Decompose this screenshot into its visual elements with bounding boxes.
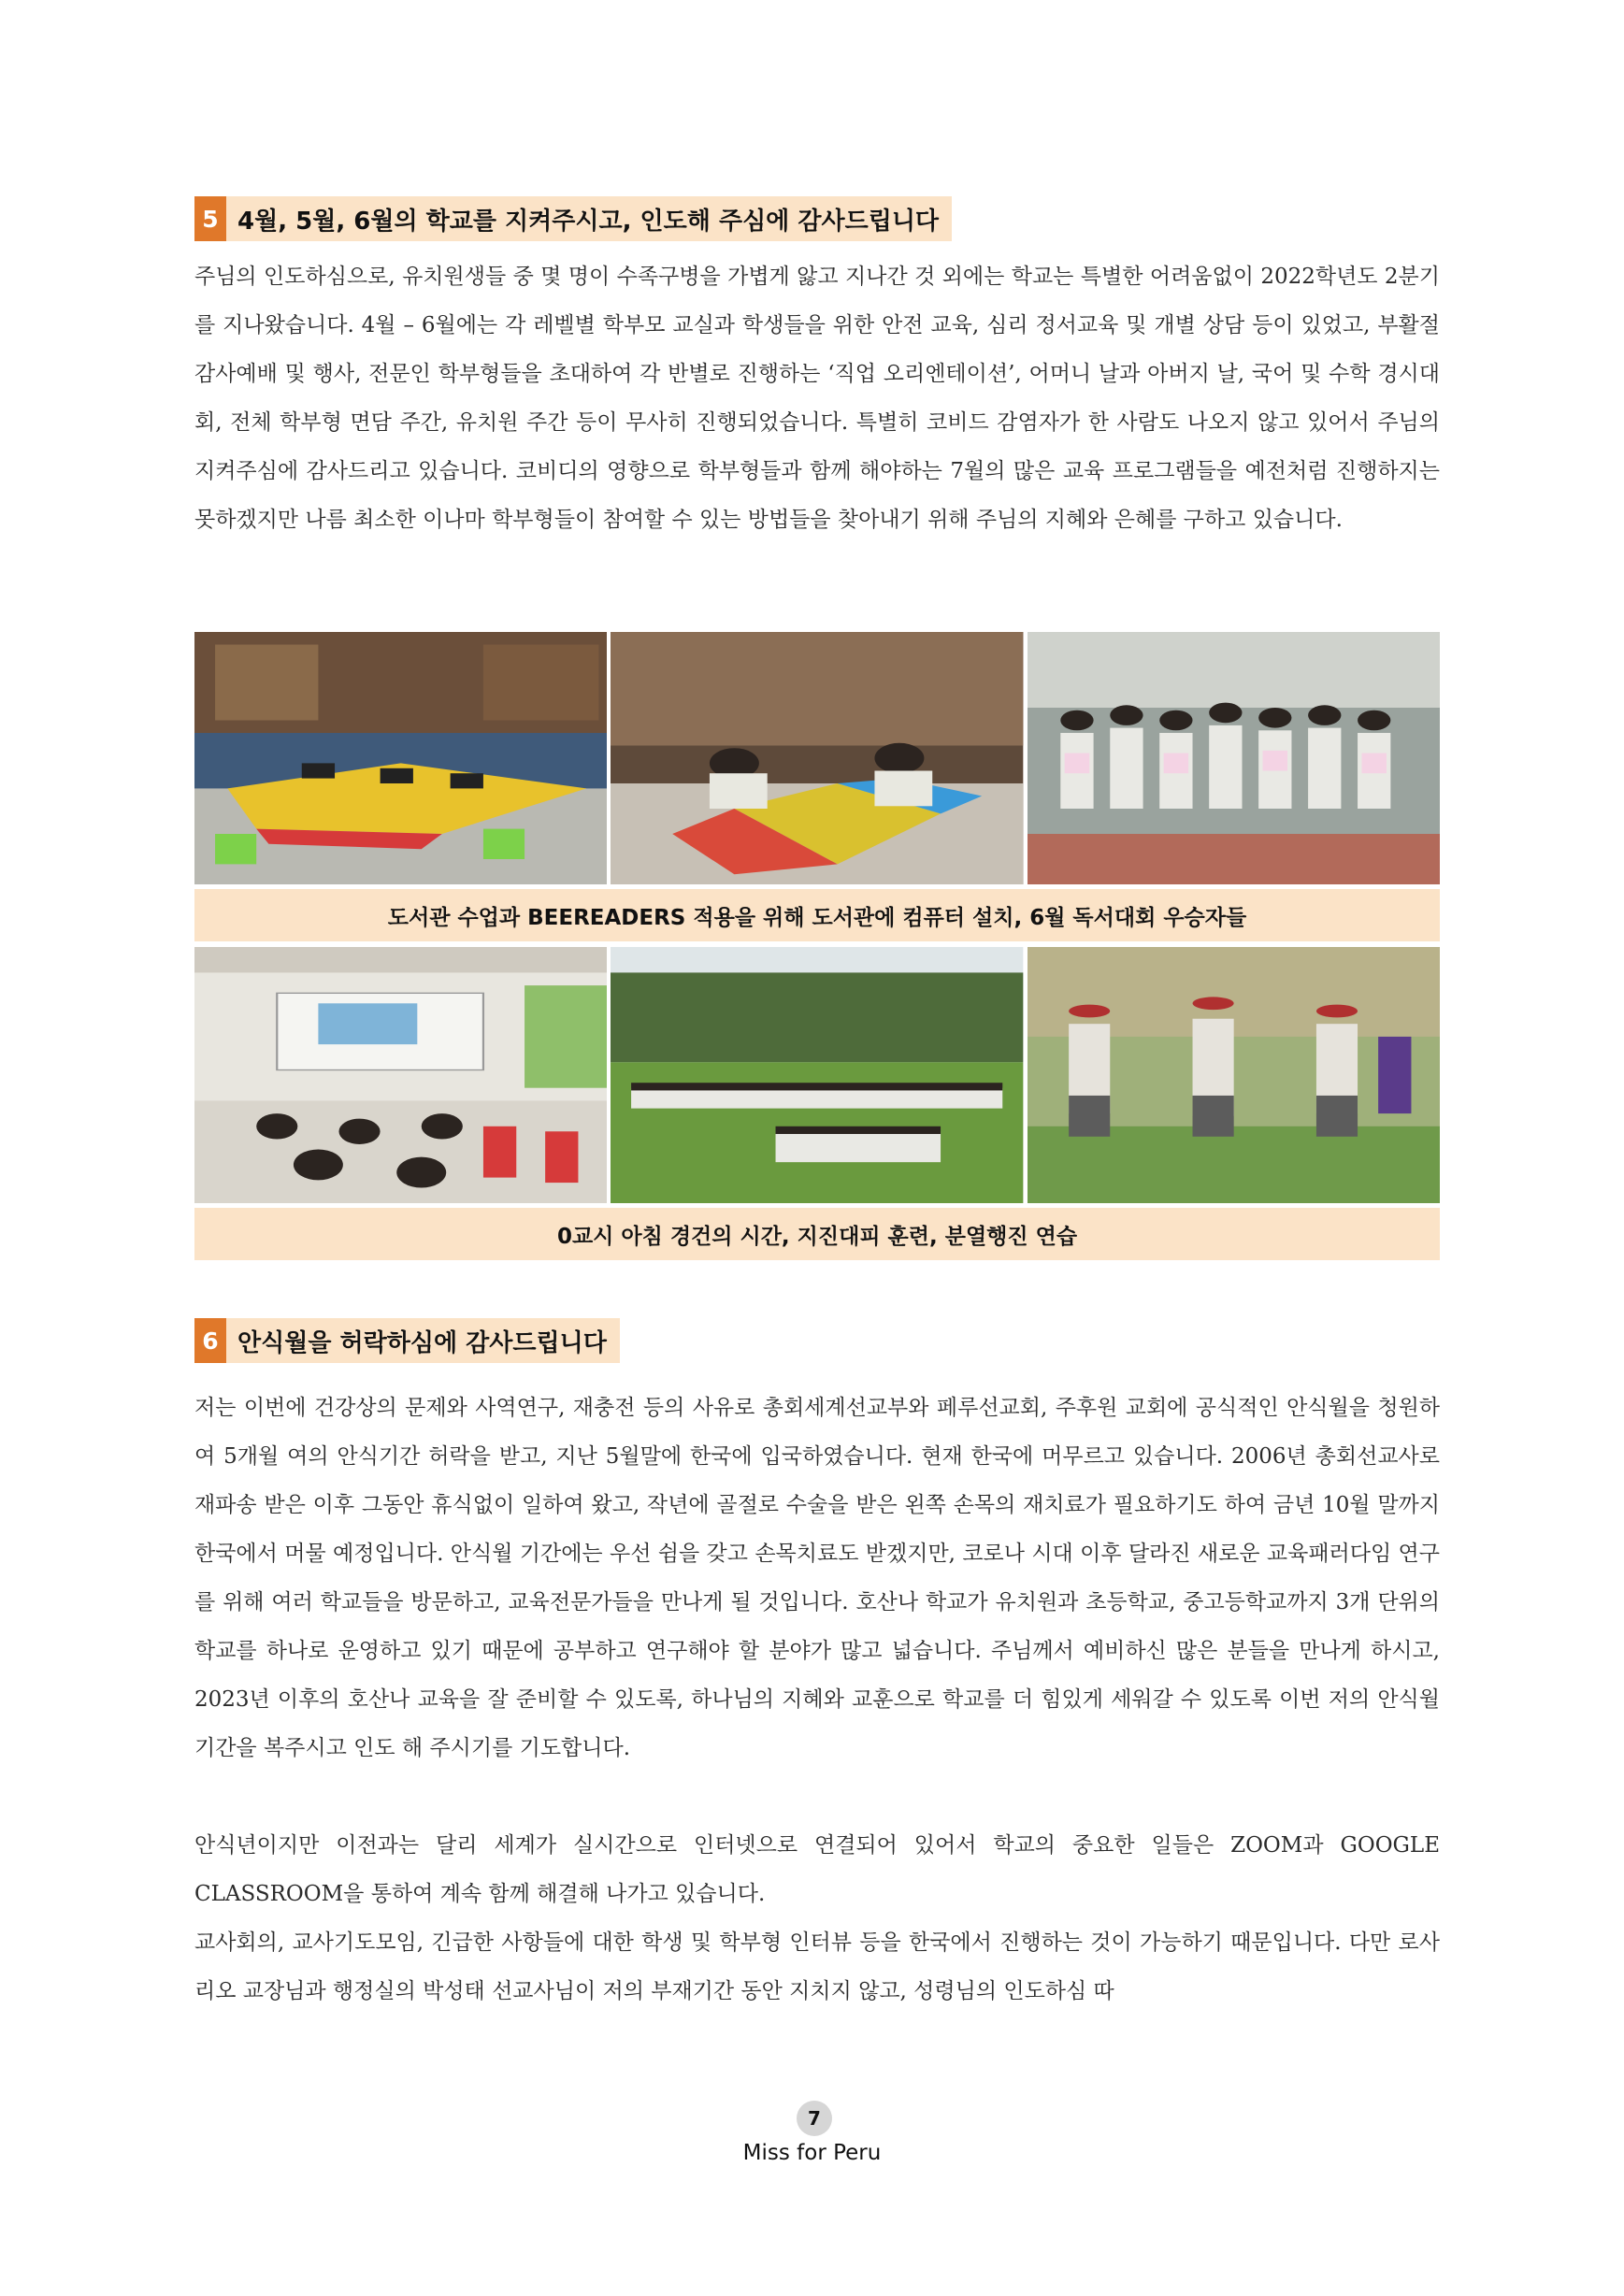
photo-caption-2: 0교시 아침 경건의 시간, 지진대피 훈련, 분열행진 연습 xyxy=(194,1208,1440,1260)
section-5-number: 5 xyxy=(194,196,226,241)
photo-row-library xyxy=(194,632,1440,884)
page-number: 7 xyxy=(797,2101,832,2136)
section-6-title: 안식월을 허락하심에 감사드립니다 xyxy=(237,1328,607,1357)
section-6-paragraph-1: 저는 이번에 건강상의 문제와 사역연구, 재충전 등의 사유로 총회세계선교부와 페루선교회, 주후원 교회에 공식적인 안식월을 청원하여 5개월 여의 안식기간 허락을 받고, 지난 5월말에 한국에 입국하였습니다. 현재 한국에 머무르고 있습니다. 2006년 총회선교사로 재파송 받은 이후 그동안 휴식없이 일하여 왔고, 작년에 골절로 수술을 받은 왼쪽 손목의 재치료가 필요하기도 하여 금년 10월 말까지 한국에서 머물 예정입니다. 안식월 기간에는 우선 쉼을 갖고 손목치료도 받겠지만, 코로나 시대 이후 달라진 새로운 교육패러다임 연구를 위해 여러 학교들을 방문하고, 교육전문가들을 만나게 될 것입니다. 호산나 학교가 유치원과 초등학교, 중고등학교까지 3개 단위의 학교를 하나로 운영하고 있기 때문에 공부하고 연구해야 할 분야가 많고 넓습니다. 주님께서 예비하신 많은 분들을 만나게 하시고, 2023년 이후의 호산나 교육을 잘 준비할 수 있도록, 하나님의 지혜와 교훈으로 학교를 더 힘있게 세워갈 수 있도록 이번 저의 안식월 기간을 복주시고 인도 해 주시기를 기도합니다. xyxy=(194,1396,1440,1760)
section-6-paragraph-3: 교사회의, 교사기도모임, 긴급한 사항들에 대한 학생 및 학부형 인터뷰 등을 한국에서 진행하는 것이 가능하기 때문입니다. 다만 로사리오 교장님과 행정실의 박성태 선교사님이 저의 부재기간 동안 지치지 않고, 성령님의 인도하심 따 xyxy=(194,1930,1440,2003)
photo-caption-1: 도서관 수업과 BEEREADERS 적용을 위해 도서관에 컴퓨터 설치, 6월 독서대회 우승자들 xyxy=(194,889,1440,941)
section-6-heading xyxy=(194,1318,620,1363)
library-class-photo xyxy=(611,632,1023,884)
section-5-title: 4월, 5월, 6월의 학교를 지켜주시고, 인도해 주심에 감사드립니다 xyxy=(237,207,940,236)
footer-publication: Miss for Peru xyxy=(742,2141,882,2165)
section-5-paragraph: 주님의 인도하심으로, 유치원생들 중 몇 명이 수족구병을 가볍게 앓고 지나간 것 외에는 학교는 특별한 어려움없이 2022학년도 2분기를 지나왔습니다. 4월 – 6월에는 각 레벨별 학부모 교실과 학생들을 위한 안전 교육, 심리 정서교육 및 개별 상담 등이 있었고, 부활절 감사예배 및 행사, 전문인 학부형들을 초대하여 각 반별로 진행하는 ‘직업 오리엔테이션’, 어머니 날과 아버지 날, 국어 및 수학 경시대회, 전체 학부형 면담 주간, 유치원 주간 등이 무사히 진행되었습니다. 특별히 코비드 감염자가 한 사람도 나오지 않고 있어서 주님의 지켜주심에 감사드리고 있습니다. 코비디의 영향으로 학부형들과 함께 해야하는 7월의 많은 교육 프로그램들을 예전처럼 진행하지는 못하겠지만 나름 최소한 이나마 학부형들이 참여할 수 있는 방법들을 찾아내기 위해 주님의 지혜와 은혜를 구하고 있습니다. xyxy=(194,265,1440,532)
march-practice-photo xyxy=(1028,947,1440,1203)
section-6-number: 6 xyxy=(194,1318,226,1363)
library-computers-photo xyxy=(194,632,607,884)
reading-contest-winners-photo xyxy=(1028,632,1440,884)
morning-devotion-photo xyxy=(194,947,607,1203)
section-5-heading xyxy=(194,196,952,241)
section-6-paragraph-2: 안식년이지만 이전과는 달리 세계가 실시간으로 인터넷으로 연결되어 있어서 학교의 중요한 일들은 ZOOM과 GOOGLE CLASSROOM을 통하여 계속 함께 해결해 나가고 있습니다. xyxy=(194,1833,1440,1906)
earthquake-drill-photo xyxy=(611,947,1023,1203)
photo-row-activities xyxy=(194,947,1440,1203)
